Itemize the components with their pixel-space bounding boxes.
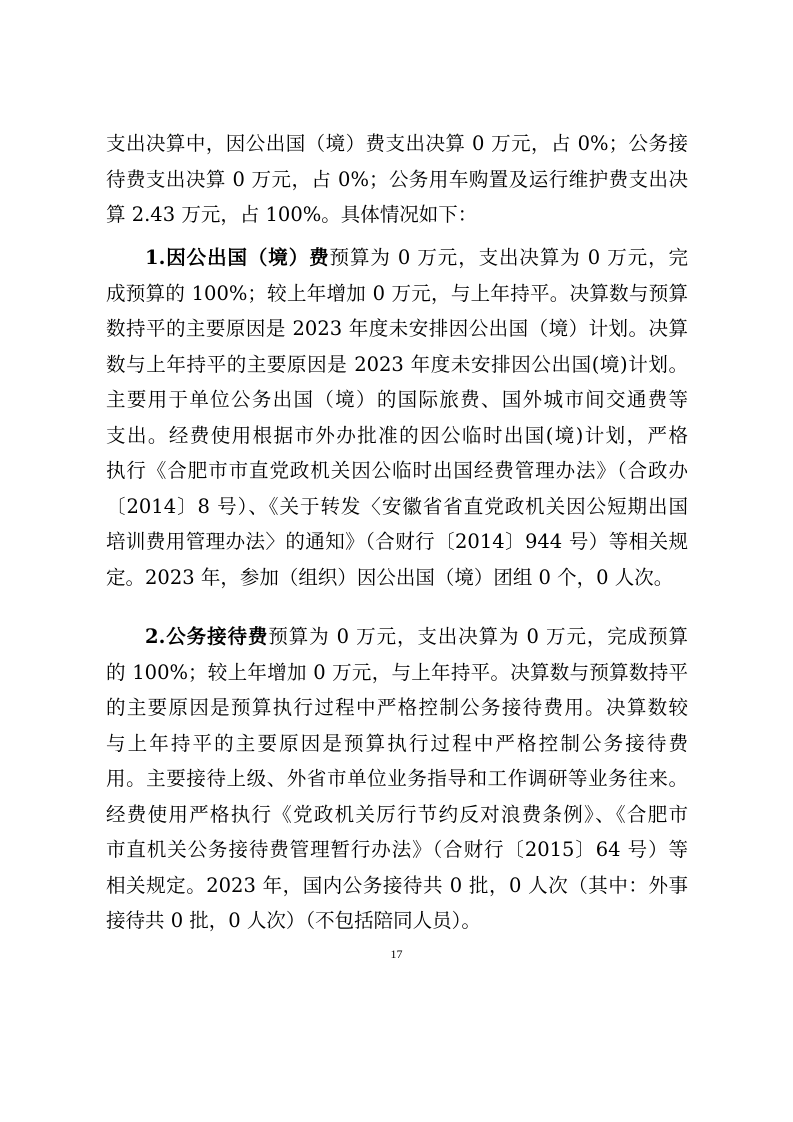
text-line: 相关规定。2023 年，国内公务接待共 0 批，0 人次（其中：外事 <box>106 873 688 897</box>
paragraph-overseas-travel <box>106 240 688 595</box>
section-heading: 1.因公出国（境）费 <box>145 246 330 269</box>
text-line: 执行《合肥市市直党政机关因公临时出国经费管理办法》（合政办 <box>106 459 688 482</box>
text-line: 定。2023 年，参加（组织）因公出国（境）团组 0 个，0 人次。 <box>106 565 674 589</box>
text-line: 与上年持平的主要原因是预算执行过程中严格控制公务接待费 <box>106 731 688 755</box>
text-run: 预算为 0 万元，支出决算为 0 万元，完成预算 <box>268 625 688 648</box>
page-number: 17 <box>390 947 403 961</box>
paragraph-reception <box>106 619 688 939</box>
text-line: 数持平的主要原因是 2023 年度未安排因公出国（境）计划。决算 <box>106 317 688 340</box>
text-line: 经费使用严格执行《党政机关厉行节约反对浪费条例》、《合肥市 <box>106 802 688 826</box>
text-line: 接待共 0 批，0 人次）（不包括陪同人员）。 <box>106 909 481 932</box>
text-line: 培训费用管理办法〉的通知》（合财行〔2014〕944 号）等相关规 <box>106 530 688 553</box>
text-line: 〔2014〕8 号）、《关于转发〈安徽省省直党政机关因公短期出国 <box>106 494 688 518</box>
text-line: 算 2.43 万元，占 100%。具体情况如下： <box>106 203 478 226</box>
text-line: 支出决算中，因公出国（境）费支出决算 0 万元，占 0%；公务接 <box>106 132 688 155</box>
paragraph-summary <box>106 126 688 233</box>
section-heading: 2.公务接待费 <box>145 625 269 648</box>
text-line: 市直机关公务接待费管理暂行办法》（合财行〔2015〕64 号）等 <box>106 838 688 861</box>
text-line <box>106 619 688 655</box>
text-run: 预算为 0 万元，支出决算为 0 万元，完 <box>329 246 689 269</box>
text-line: 用。主要接待上级、外省市单位业务指导和工作调研等业务往来。 <box>106 767 688 790</box>
text-line <box>106 240 688 276</box>
text-line: 待费支出决算 0 万元，占 0%；公务用车购置及运行维护费支出决 <box>106 167 688 191</box>
text-line: 主要用于单位公务出国（境）的国际旅费、国外城市间交通费等 <box>106 388 688 411</box>
text-line: 的主要原因是预算执行过程中严格控制公务接待费用。决算数较 <box>106 696 688 719</box>
text-line: 成预算的 100%；较上年增加 0 万元，与上年持平。决算数与预算 <box>106 281 688 305</box>
text-line: 的 100%；较上年增加 0 万元，与上年持平。决算数与预算数持平 <box>106 660 688 684</box>
text-line: 数与上年持平的主要原因是 2023 年度未安排因公出国(境)计划。 <box>106 352 688 376</box>
text-line: 支出。经费使用根据市外办批准的因公临时出国(境)计划，严格 <box>106 423 688 447</box>
